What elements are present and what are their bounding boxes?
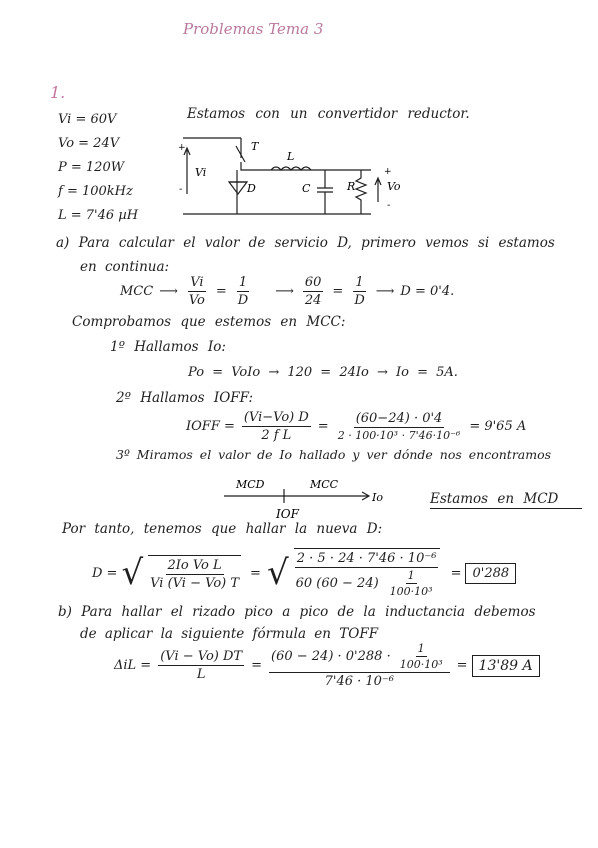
ioff-equation: IOFF = $\frac{(Vi-Vo) D}{\text{2 f L}}$ = $\frac{(60-24) \cdot 0'4}{\text{2 · 100·10³ · 7'46·10⁻⁶}}$ = 9'65 A <box>186 410 527 443</box>
vi-arrow <box>184 148 190 194</box>
step3-label: 3º Miramos el valor de Io hallado y ver dónde nos encontramos <box>116 447 552 462</box>
axis-arrow <box>224 492 369 500</box>
ratio-60-24: $\frac{60}{24}$ <box>304 275 322 308</box>
check-mcc-text: Comprobamos que estemos en MCC: <box>72 314 346 330</box>
ripple-substitution: (60 − 24) · 0'288 · $\frac{1}{\text{100·10³}}$ 7'46 · 10⁻⁶ <box>269 642 450 689</box>
vi-label: Vi <box>195 166 207 179</box>
vo-label: Vo <box>387 180 401 193</box>
resistor-label: R <box>347 180 356 193</box>
d-lhs: D = <box>92 565 118 581</box>
mcc-relation: MCC ⟶ $\frac{Vi}{Vo}$ = $\frac{1}{D}$ ⟶ $\frac{60}{24}$ = $\frac{1}{D}$ ⟶ D = 0'4. <box>120 275 455 308</box>
mcc-label: MCC <box>120 284 154 299</box>
given-p: P = 120W <box>58 160 125 175</box>
ratio-vi-vo: $\frac{Vi}{Vo}$ <box>188 275 205 308</box>
axis-mcc-label: MCC <box>310 478 339 491</box>
part-b-line1: b) Para hallar el rizado pico a pico de la inductancia debemos <box>58 604 536 620</box>
axis-io-label: Io <box>372 491 383 504</box>
diode-symbol <box>229 182 247 194</box>
capacitor-plates <box>317 188 333 192</box>
mcd-conclusion: Estamos en MCD <box>430 491 582 509</box>
inductor-label: L <box>287 150 295 163</box>
vo-arrow <box>375 178 381 202</box>
step1-label: 1º Hallamos Io: <box>110 339 226 355</box>
part-b-line2: de aplicar la siguiente fórmula en TOFF <box>80 626 379 642</box>
vo-minus: - <box>387 200 391 211</box>
switch-label: T <box>251 140 259 153</box>
ripple-equation: ΔiL = $\frac{(Vi - Vo) DT}{L}$ = (60 − 24) · 0'288 · $\frac{1}{\text{100·10³}}$ 7'46 · 10⁻⁶ = 13'89 A <box>114 642 540 689</box>
ioff-formula: $\frac{(Vi-Vo) D}{\text{2 f L}}$ <box>243 410 309 443</box>
d-substitution: 2 · 5 · 24 · 7'46 · 10⁻⁶ 60 (60 − 24) $\frac{1}{\text{100·10³}}$ <box>294 548 440 598</box>
given-l: L = 7'46 µH <box>58 208 139 223</box>
buck-converter-circuit <box>175 128 435 220</box>
ratio-1-d-2: $\frac{1}{D}$ <box>354 275 365 308</box>
mid-wire <box>241 162 371 170</box>
givens-list <box>58 108 138 228</box>
arrow-icon: ⟶ <box>159 284 178 299</box>
vo-plus: + <box>384 167 392 177</box>
ioff-substitution: $\frac{(60-24) \cdot 0'4}{\text{2 · 100·10³ · 7'46·10⁻⁶}}$ <box>337 411 461 442</box>
sqrt-icon: √ <box>121 553 144 593</box>
ripple-formula: $\frac{(Vi - Vo) DT}{L}$ <box>160 649 243 682</box>
d-formula: $\frac{\text{2Io Vo L}}{Vi (Vi - Vo) T}$ <box>148 555 241 591</box>
current-number-line <box>218 474 388 522</box>
arrow-icon: ⟶ <box>375 284 395 299</box>
intro-text: Estamos con un convertidor reductor. <box>187 106 470 122</box>
duty-cycle-result: D = 0'4. <box>400 284 455 299</box>
axis-mcd-label: MCD <box>236 478 265 491</box>
vi-minus: - <box>179 184 183 195</box>
given-vo: Vo = 24V <box>58 136 120 151</box>
sqrt-icon: √ <box>266 553 289 593</box>
part-a-line2: en continua: <box>80 259 170 275</box>
axis-ioff-label: IOF <box>276 507 299 521</box>
ioff-lhs: IOFF = <box>186 419 235 434</box>
new-d-text: Por tanto, tenemos que hallar la nueva D: <box>62 521 383 537</box>
problem-number: 1. <box>50 83 66 102</box>
ripple-lhs: ΔiL = <box>114 658 152 673</box>
step1-equation: Po = VoIo → 120 = 24Io → Io = 5A. <box>188 365 458 380</box>
ratio-1-d: $\frac{1}{D}$ <box>237 275 249 308</box>
given-vi: Vi = 60V <box>58 112 117 127</box>
diode-label: D <box>247 182 256 195</box>
d-new-value: 0'288 <box>465 563 516 584</box>
capacitor-label: C <box>302 182 311 195</box>
new-d-equation: D = √ $\frac{\text{2Io Vo L}}{Vi (Vi - Vo) T}$ = √ 2 · 5 · 24 · 7'46 · 10⁻⁶ 60 (60 − 24) $\frac{1}{\text{100·10³}}$ = 0'288 <box>92 548 516 598</box>
step2-label: 2º Hallamos IOFF: <box>116 390 254 406</box>
ioff-result: = 9'65 A <box>469 419 527 434</box>
vi-plus: + <box>178 143 186 153</box>
page-title: Problemas Tema 3 <box>183 20 324 38</box>
arrow-icon: ⟶ <box>275 284 294 299</box>
ripple-result: 13'89 A <box>472 655 540 677</box>
part-a-line1: a) Para calcular el valor de servicio D, primero vemos si estamos <box>56 235 555 251</box>
resistor-zigzag <box>356 170 366 214</box>
given-f: f = 100kHz <box>58 184 133 199</box>
